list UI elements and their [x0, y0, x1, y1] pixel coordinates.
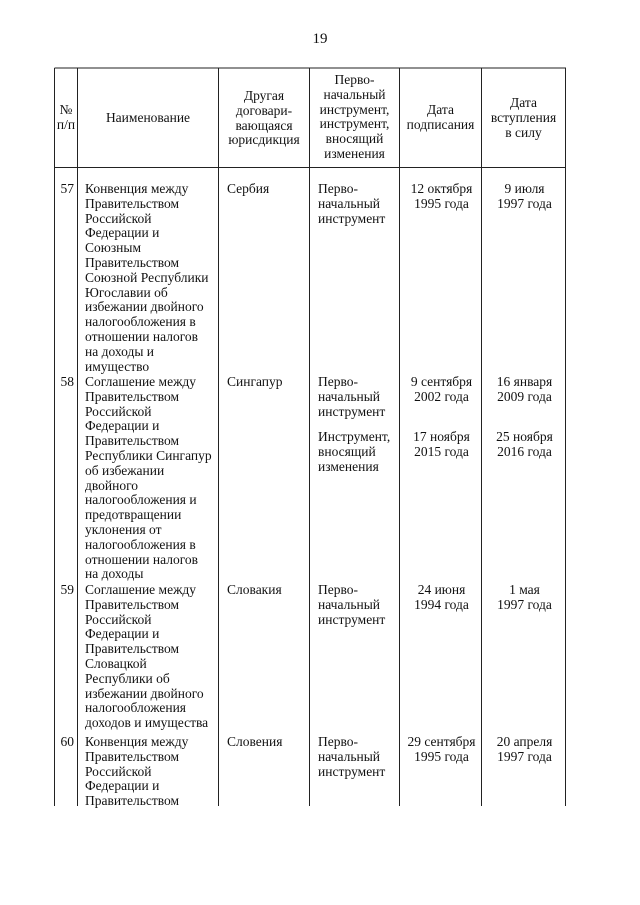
row-jurisdiction: Словения	[227, 734, 283, 749]
row-num: 58	[60, 374, 74, 389]
row-signed-date: 24 июня 1994 года	[414, 582, 469, 612]
row-effective-date: 16 января 2009 года	[496, 374, 553, 404]
row-instrument-amendment: Инструмент, вносящий изменения	[318, 429, 391, 474]
header-effective: Дата вступления в силу	[490, 95, 557, 140]
row-jurisdiction: Сингапур	[227, 374, 283, 389]
row-effective-date: 1 мая 1997 года	[497, 582, 552, 612]
row-name: Конвенция между Правительством Российской Федерации и Союзным Правительством Союзной Республики Югославии об избежании двойного налогообложения в отношении налогов на доходы и имущество	[85, 181, 209, 374]
row-instrument: Перво- начальный инструмент	[318, 734, 386, 779]
row-name: Конвенция между Правительством Российской Федерации и Правительством	[85, 734, 189, 809]
row-num: 60	[60, 734, 74, 749]
page-number: 19	[312, 31, 328, 47]
row-jurisdiction: Словакия	[227, 582, 282, 597]
row-instrument: Перво- начальный инструмент	[318, 582, 386, 627]
row-signed-date-amendment: 17 ноября 2015 года	[413, 429, 470, 459]
header-name: Наименование	[105, 110, 191, 125]
row-effective-date: 9 июля 1997 года	[497, 181, 552, 211]
row-instrument: Перво- начальный инструмент	[318, 181, 386, 226]
row-instrument: Перво- начальный инструмент	[318, 374, 386, 419]
row-name: Соглашение между Правительством Российской Федерации и Правительством Словацкой Республики об избежании двойного налогообложения доходов и имущества	[85, 582, 209, 731]
row-signed-date: 29 сентября 1995 года	[407, 734, 476, 764]
row-name: Соглашение между Правительством Российской Федерации и Правительством Республики Сингапур об избежании двойного налогообложения и предотвращении уклонения от налогообложения в отношении налогов на доходы	[85, 374, 212, 582]
row-signed-date: 12 октября 1995 года	[410, 181, 473, 211]
row-effective-date-amendment: 25 ноября 2016 года	[496, 429, 553, 459]
header-instrument: Перво- начальный инструмент, инструмент, вносящий изменения	[319, 72, 390, 161]
header-num: № п/п	[56, 102, 76, 132]
header-signed: Дата подписания	[406, 102, 475, 132]
row-num: 59	[60, 582, 74, 597]
row-signed-date: 9 сентября 2002 года	[410, 374, 473, 404]
header-jurisdiction: Другая договари- вающаяся юрисдикция	[228, 88, 300, 148]
row-jurisdiction: Сербия	[227, 181, 270, 196]
row-effective-date: 20 апреля 1997 года	[496, 734, 553, 764]
row-num: 57	[60, 181, 74, 196]
